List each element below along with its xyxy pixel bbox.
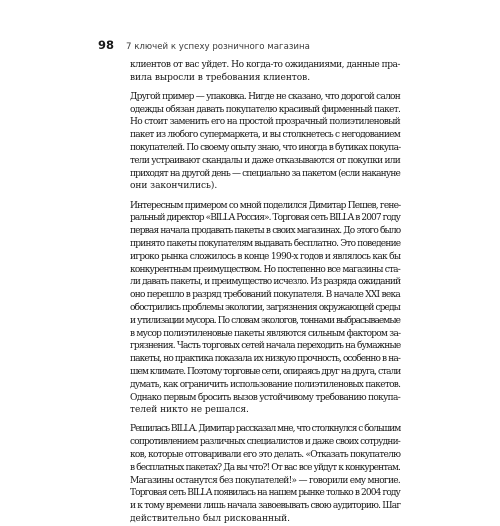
text-line: приходят на другой день — специально за пакетом (если накануне [130,168,400,179]
text-line: Однако первым бросить вызов устойчивому требованию покупа- [130,392,401,403]
text-line: телей никто не решался. [130,405,249,416]
paragraph [130,423,400,525]
text-line: Решилась BILLA. Димитар рассказал мне, что столкнулся с большим [130,424,401,435]
text-line: они закончились). [130,181,218,192]
text-line: Другой пример — упаковка. Нигде не сказано, что дорогой салон [130,91,400,102]
text-line: грязнения. Часть торговых сетей начала переходить на бумажные [130,341,401,352]
paragraph [130,59,400,85]
running-head [98,38,310,52]
text-line: и утилизации мусора. По словам экологов, тоннами выбрасываемые [130,315,400,326]
text-line: ков, которые отговаривали его это делать. «Отказать покупателю [130,450,401,460]
text-line: оно перешло в разряд требований покупателя. В начале XXI века [130,290,400,301]
text-line: вила выросли в требования клиентов. [130,72,311,83]
page-number: 98 [98,38,115,52]
text-line: тели устраивают скандалы и даже отказываются от покупки или [130,155,401,166]
text-line: в бесплатных пакетах? Да вы что?! От вас все уйдут к конкурентам. [130,462,400,473]
body-text [130,59,400,526]
text-line: первая начала продавать пакеты в своих магазинах. До этого было [130,226,401,237]
paragraph [130,91,400,193]
text-line: думать, как ограничить использование полиэтиленовых пакетов. [130,379,401,390]
text-line: Торговая сеть BILLA появилась на нашем рынке только в 2004 году [130,488,400,499]
text-line: одежды обязан давать покупателю красивый фирменный пакет. [130,104,401,115]
book-title: 7 ключей к успеху розничного магазина [126,42,310,52]
text-line: в мусор полиэтиленовые пакеты являются сильным фактором за- [130,328,401,339]
paragraph [130,200,400,418]
text-line: Но стоит заменить его на простой прозрачный полиэтиленовый [130,117,400,128]
text-line: Магазины останутся без покупателей!» — говорили ему многие. [130,475,401,486]
text-line: шем климате. Поэтому торговые сети, опираясь друг на друга, стали [130,366,401,377]
text-line: принято пакеты покупателям выдавать бесплатно. Это поведение [130,238,401,249]
text-line: и к тому времени лишь начала завоевывать свою аудиторию. Шаг [130,501,401,512]
text-line: покупателей. По своему опыту знаю, что иногда в бутиках покупа- [130,143,401,154]
text-line: сопротивлением различных специалистов и даже своих сотрудни- [130,437,400,448]
text-line: ли давать пакеты, и преимущество исчезло. Из разряда ожиданий [130,277,401,288]
text-line: конкурентным преимуществом. Но постепенно все магазины ста- [130,264,400,275]
text-line: ральный директор «BILLA Россия». Торговая сеть BILLA в 2007 году [130,213,400,224]
text-line: Интересным примером со мной поделился Димитар Пешев, гене- [130,200,401,211]
text-line: пакет из любого супермаркета, и вы столкнетесь с негодованием [130,130,400,141]
text-line: пакеты, но практика показала их низкую прочность, особенно в на- [130,354,401,365]
text-line: игроко рынка сложилось в конце 1990-х годов и являлось как бы [130,251,401,262]
text-line: обострились проблемы экологии, загрязнения окружающей среды [130,302,400,313]
text-line: действительно был рискованный. [130,513,290,524]
text-line: клиентов от вас уйдет. Но когда-то ожиданиями, данные пра- [130,60,400,70]
